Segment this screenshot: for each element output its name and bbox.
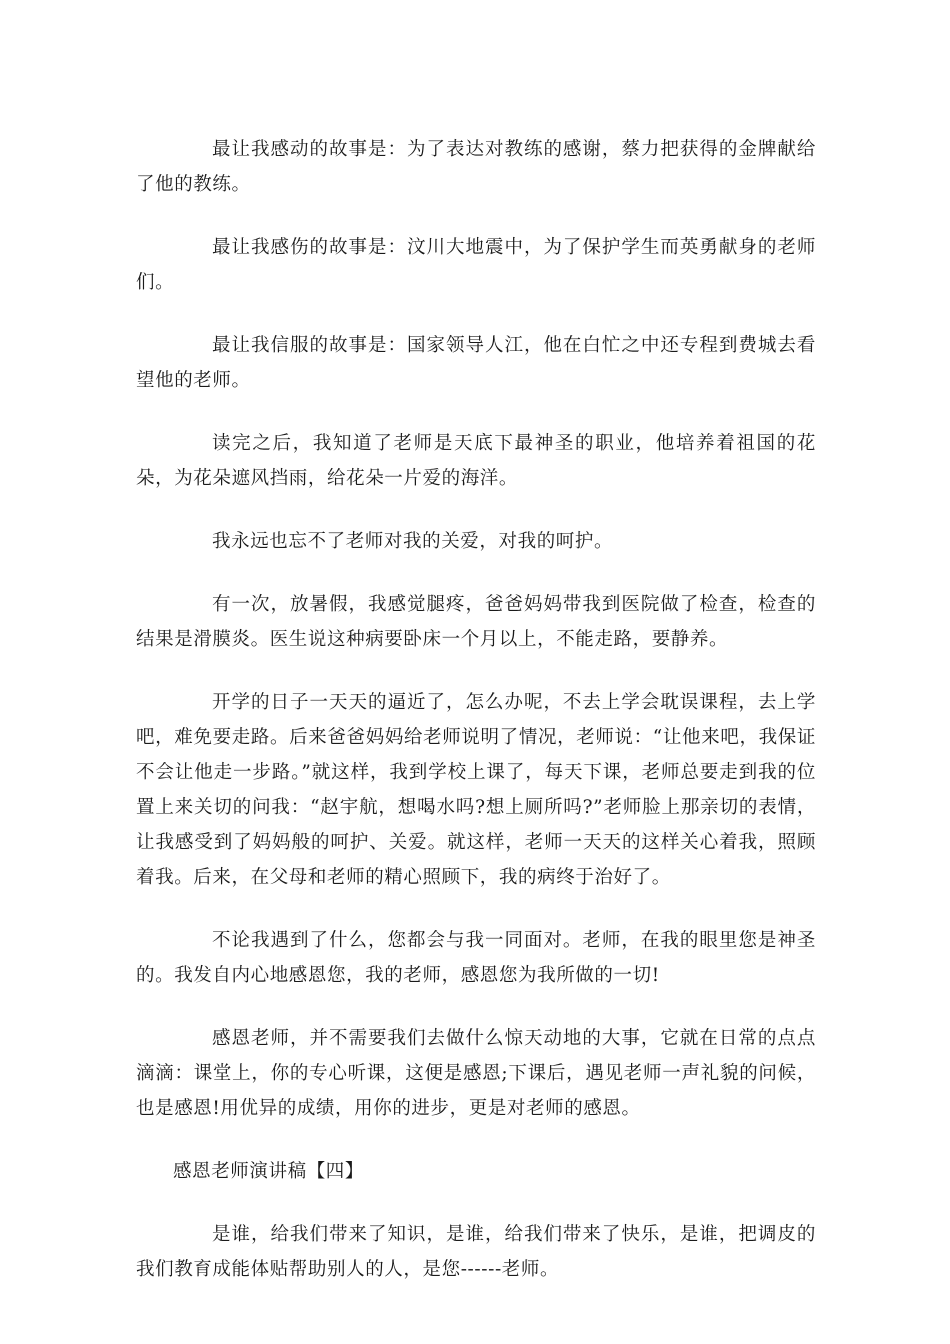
paragraph-sad-story: 最让我感伤的故事是：汶川大地震中，为了保护学生而英勇献身的老师们。 — [136, 237, 816, 293]
paragraph-convincing-story: 最让我信服的故事是：国家领导人江，他在白忙之中还专程到费城去看望他的老师。 — [136, 335, 816, 391]
document-body — [136, 132, 816, 1315]
paragraph-face-together: 不论我遇到了什么，您都会与我一同面对。老师，在我的眼里您是神圣的。我发自内心地感恩您，我的老师，感恩您为我所做的一切! — [136, 930, 816, 986]
paragraph-who-brought: 是谁，给我们带来了知识，是谁，给我们带来了快乐，是谁，把调皮的我们教育成能体贴帮助别人的人，是您------老师。 — [136, 1224, 816, 1280]
section-heading: 感恩老师演讲稿【四】 — [173, 1161, 365, 1182]
paragraph-gratitude-daily: 感恩老师，并不需要我们去做什么惊天动地的大事，它就在日常的点点滴滴：课堂上，你的专心听课，这便是感恩;下课后，遇见老师一声礼貌的问候，也是感恩!用优异的成绩，用你的进步，更是对老师的感恩。 — [136, 1028, 816, 1119]
paragraph-summer-vacation: 有一次，放暑假，我感觉腿疼，爸爸妈妈带我到医院做了检查，检查的结果是滑膜炎。医生说这种病要卧床一个月以上，不能走路，要静养。 — [136, 594, 816, 650]
paragraph-never-forget: 我永远也忘不了老师对我的关爱，对我的呵护。 — [212, 531, 614, 552]
paragraph-touching-story: 最让我感动的故事是：为了表达对教练的感谢，蔡力把获得的金牌献给了他的教练。 — [136, 139, 816, 195]
paragraph-school-start: 开学的日子一天天的逼近了，怎么办呢，不去上学会耽误课程，去上学吧，难免要走路。后来爸爸妈妈给老师说明了情况，老师说：“让他来吧，我保证不会让他走一步路。”就这样，我到学校上课了，每天下课，老师总要走到我的位置上来关切的问我：“赵宇航，想喝水吗?想上厕所吗?”老师脸上那亲切的表情，让我感受到了妈妈般的呵护、关爱。就这样，老师一天天的这样关心着我，照顾着我。后来，在父母和老师的精心照顾下，我的病终于治好了。 — [136, 692, 816, 888]
paragraph-after-reading: 读完之后，我知道了老师是天底下最神圣的职业，他培养着祖国的花朵，为花朵遮风挡雨，给花朵一片爱的海洋。 — [136, 433, 816, 489]
